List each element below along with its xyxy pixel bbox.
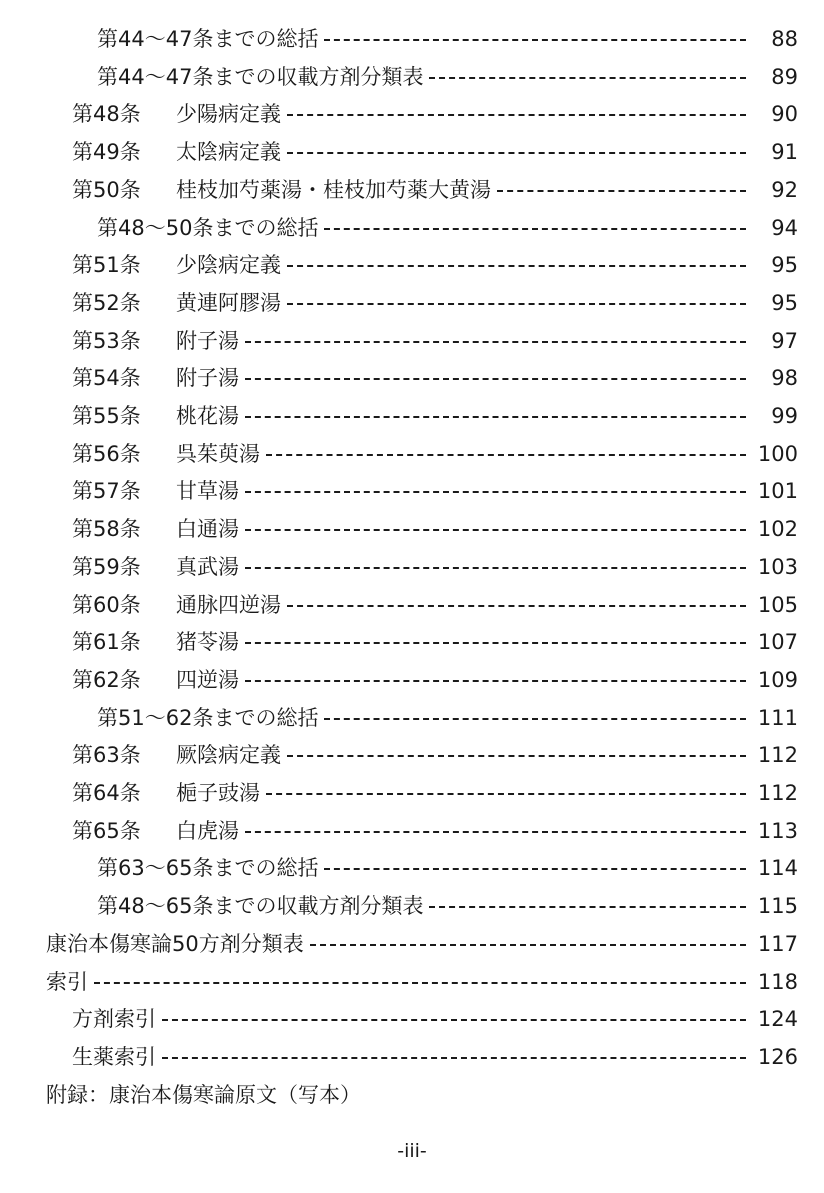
dotted-leader bbox=[324, 718, 746, 720]
toc-entry bbox=[97, 24, 798, 54]
toc-entry bbox=[72, 1004, 798, 1034]
toc-entry-title: 第48～50条までの総括 bbox=[97, 215, 319, 240]
toc-page-number: 114 bbox=[757, 856, 798, 881]
toc-entry bbox=[72, 99, 798, 129]
toc-entry-title: 甘草湯 bbox=[176, 479, 239, 504]
toc-article-number: 第64条 bbox=[72, 781, 141, 805]
toc-entry bbox=[97, 62, 798, 92]
toc-article-number: 第56条 bbox=[72, 441, 141, 466]
dotted-leader bbox=[287, 303, 746, 305]
toc-article-number: 第58条 bbox=[72, 517, 141, 542]
dotted-leader bbox=[266, 793, 746, 795]
toc-page-number: 99 bbox=[771, 404, 798, 428]
toc-article-number: 第48条 bbox=[72, 102, 141, 127]
toc-entry bbox=[72, 363, 798, 393]
toc-page-number: 89 bbox=[771, 64, 798, 89]
dotted-leader bbox=[162, 1057, 746, 1059]
toc-page-number: 102 bbox=[757, 517, 798, 542]
toc-article-number: 第53条 bbox=[72, 328, 141, 353]
dotted-leader bbox=[162, 1019, 746, 1021]
toc-page-number: 105 bbox=[757, 592, 798, 617]
toc-entry bbox=[72, 665, 798, 695]
toc-page-number: 115 bbox=[757, 894, 798, 919]
toc-entry-title: 生薬索引 bbox=[72, 1044, 156, 1069]
toc-page-number: 95 bbox=[771, 290, 798, 315]
toc-entry-title: 猪苓湯 bbox=[176, 630, 239, 655]
toc-entry bbox=[72, 175, 798, 205]
toc-entry-title: 白虎湯 bbox=[176, 818, 239, 843]
dotted-leader bbox=[245, 680, 746, 682]
toc-article-number: 第59条 bbox=[72, 554, 141, 579]
dotted-leader bbox=[324, 39, 746, 41]
toc-entry-title: 第44～47条までの収載方剤分類表 bbox=[97, 64, 424, 89]
toc-entry-title: 第44～47条までの総括 bbox=[97, 27, 319, 51]
toc-entry-title: 太陰病定義 bbox=[176, 140, 281, 165]
toc-entry-title: 方剤索引 bbox=[72, 1007, 156, 1032]
toc-entry-title: 索引 bbox=[46, 969, 88, 994]
toc-article-number: 第65条 bbox=[72, 818, 141, 843]
dotted-leader bbox=[287, 152, 746, 154]
toc-page-number: 101 bbox=[757, 479, 798, 504]
toc-page-number: 112 bbox=[757, 743, 798, 768]
toc-entry bbox=[97, 891, 798, 921]
toc-entry-title: 黄連阿膠湯 bbox=[176, 290, 281, 315]
toc-page-number: 103 bbox=[757, 554, 798, 579]
dotted-leader bbox=[287, 755, 746, 757]
dotted-leader bbox=[324, 228, 746, 230]
toc-page-number: 94 bbox=[771, 215, 798, 240]
dotted-leader bbox=[324, 868, 746, 870]
toc-article-number: 第52条 bbox=[72, 290, 141, 315]
toc-entry-title: 梔子豉湯 bbox=[176, 781, 260, 805]
toc-entry bbox=[72, 514, 798, 544]
toc-article-number: 第61条 bbox=[72, 630, 141, 655]
toc-entry bbox=[97, 853, 798, 883]
toc-article-number: 第50条 bbox=[72, 177, 141, 202]
page-number-footer: -iii- bbox=[397, 1140, 427, 1162]
toc-entry-title: 通脉四逆湯 bbox=[176, 592, 281, 617]
toc-entry bbox=[72, 476, 798, 506]
toc-page-number: 111 bbox=[757, 705, 798, 730]
dotted-leader bbox=[245, 567, 746, 569]
toc-entry-title: 呉茱萸湯 bbox=[176, 441, 260, 466]
dotted-leader bbox=[287, 114, 746, 116]
toc-page-number: 126 bbox=[757, 1044, 798, 1069]
toc-entry-title: 白通湯 bbox=[176, 517, 239, 542]
toc-article-number: 第60条 bbox=[72, 592, 141, 617]
dotted-leader bbox=[266, 454, 746, 456]
dotted-leader bbox=[245, 529, 746, 531]
toc-page-number: 124 bbox=[757, 1007, 798, 1032]
toc-page-number: 109 bbox=[757, 667, 798, 692]
toc-article-number: 第57条 bbox=[72, 479, 141, 504]
toc-page-number: 90 bbox=[771, 102, 798, 127]
toc-page-number: 112 bbox=[757, 781, 798, 805]
dotted-leader bbox=[245, 491, 746, 493]
toc-article-number: 第49条 bbox=[72, 140, 141, 165]
toc-entry-title: 真武湯 bbox=[176, 554, 239, 579]
dotted-leader bbox=[245, 642, 746, 644]
dotted-leader bbox=[310, 944, 746, 946]
toc-entry-title: 附録：康治本傷寒論原文（写本） bbox=[46, 1082, 361, 1107]
toc-entry bbox=[72, 401, 798, 431]
dotted-leader bbox=[245, 416, 746, 418]
toc-article-number: 第54条 bbox=[72, 366, 141, 391]
toc-entry bbox=[46, 929, 798, 959]
toc-entry bbox=[72, 740, 798, 770]
toc-entry-title: 第63～65条までの総括 bbox=[97, 856, 319, 881]
toc-article-number: 第55条 bbox=[72, 404, 141, 428]
toc-entry bbox=[72, 1042, 798, 1072]
toc-page-number: 92 bbox=[771, 177, 798, 202]
toc-article-number: 第51条 bbox=[72, 253, 141, 278]
toc-entry bbox=[46, 1080, 780, 1110]
toc-entry-title: 康治本傷寒論50方剤分類表 bbox=[46, 931, 304, 956]
toc-article-number: 第62条 bbox=[72, 667, 141, 692]
toc-entry bbox=[72, 816, 798, 846]
dotted-leader bbox=[497, 190, 746, 192]
toc-entry-title: 附子湯 bbox=[176, 328, 239, 353]
toc-page-number: 113 bbox=[757, 818, 798, 843]
toc-article-number: 第63条 bbox=[72, 743, 141, 768]
toc-entry bbox=[72, 288, 798, 318]
toc-page-number: 117 bbox=[757, 931, 798, 956]
toc-entry bbox=[97, 703, 798, 733]
toc-page-number: 95 bbox=[771, 253, 798, 278]
toc-page-number: 97 bbox=[771, 328, 798, 353]
dotted-leader bbox=[245, 378, 746, 380]
toc-entry bbox=[72, 250, 798, 280]
toc-entry-title: 厥陰病定義 bbox=[176, 743, 281, 768]
toc-entry bbox=[72, 439, 798, 469]
toc-entry bbox=[72, 778, 798, 808]
toc-entry bbox=[72, 627, 798, 657]
toc-entry-title: 桂枝加芍薬湯・桂枝加芍薬大黄湯 bbox=[176, 177, 491, 202]
dotted-leader bbox=[245, 831, 746, 833]
dotted-leader bbox=[287, 605, 746, 607]
dotted-leader bbox=[287, 265, 746, 267]
dotted-leader bbox=[245, 341, 746, 343]
toc-entry-title: 少陽病定義 bbox=[176, 102, 281, 127]
toc-entry-title: 少陰病定義 bbox=[176, 253, 281, 278]
toc-entry-title: 第48～65条までの収載方剤分類表 bbox=[97, 894, 424, 919]
toc-entry bbox=[72, 326, 798, 356]
toc-page-number: 107 bbox=[757, 630, 798, 655]
toc-entry bbox=[97, 213, 798, 243]
toc-entry-title: 桃花湯 bbox=[176, 404, 239, 428]
toc-page-number: 98 bbox=[771, 366, 798, 391]
dotted-leader bbox=[429, 77, 746, 79]
toc-page-number: 88 bbox=[771, 27, 798, 51]
toc-entry-title: 四逆湯 bbox=[176, 667, 239, 692]
dotted-leader bbox=[94, 982, 746, 984]
toc-page-number: 118 bbox=[757, 969, 798, 994]
toc-entry bbox=[72, 552, 798, 582]
toc-entry-title: 附子湯 bbox=[176, 366, 239, 391]
toc-page-number: 100 bbox=[757, 441, 798, 466]
toc-entry-title: 第51～62条までの総括 bbox=[97, 705, 319, 730]
toc-entry bbox=[46, 967, 798, 997]
toc-entry bbox=[72, 137, 798, 167]
toc-page-number: 91 bbox=[771, 140, 798, 165]
toc-entry bbox=[72, 590, 798, 620]
dotted-leader bbox=[429, 906, 746, 908]
